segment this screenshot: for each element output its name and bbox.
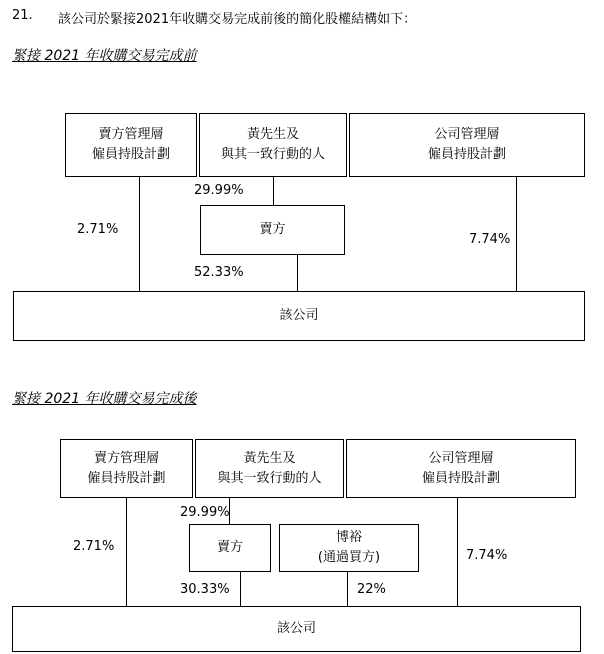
before-line-seller-mgmt [139, 176, 140, 292]
before-line-company-mgmt [516, 176, 517, 292]
after-company-label: 該公司 [276, 621, 316, 636]
after-pct-boyu-company: 22% [357, 582, 386, 597]
before-company-mgmt-line1: 公司管理層 [434, 127, 500, 142]
before-company-box [13, 291, 585, 341]
after-seller-mgmt-line1: 賣方管理層 [93, 450, 159, 466]
before-company-mgmt-plan-box [349, 113, 585, 177]
before-seller-mgmt-line2: 僱員持股計劃 [91, 147, 170, 162]
after-line-seller-mgmt [126, 497, 127, 607]
after-seller-mgmt-plan-box [60, 439, 193, 498]
after-pct-company-mgmt: 7.74% [466, 548, 508, 563]
before-line-seller-company [297, 254, 298, 292]
after-seller-mgmt-line2: 僱員持股計劃 [87, 470, 166, 486]
before-huang-line1: 黃先生及 [246, 127, 299, 142]
after-pct-huang-seller: 29.99% [180, 505, 230, 520]
intro-text: 該公司於緊接2021年收購交易完成前後的簡化股權結構如下： [58, 12, 417, 27]
before-seller-mgmt-plan-box [65, 113, 197, 177]
before-seller-label: 賣方 [259, 222, 286, 237]
after-company-mgmt-line1: 公司管理層 [428, 450, 494, 466]
after-pct-seller-company: 30.33% [180, 582, 230, 597]
before-heading: 緊接 2021 年收購交易完成前 [12, 48, 197, 64]
before-seller-box [200, 205, 345, 255]
after-company-mgmt-plan-box [346, 439, 576, 498]
after-line-seller-company [240, 571, 241, 607]
before-pct-seller-company: 52.33% [194, 265, 244, 280]
after-seller-label: 賣方 [216, 540, 243, 555]
before-pct-seller-mgmt: 2.71% [77, 222, 119, 237]
after-company-box [12, 606, 581, 652]
before-huang-line2: 與其一致行動的人 [220, 147, 325, 162]
before-pct-huang-seller: 29.99% [194, 183, 244, 198]
before-company-mgmt-line2: 僱員持股計劃 [427, 147, 506, 162]
before-line-huang-seller [273, 176, 274, 206]
after-pct-seller-mgmt: 2.71% [73, 539, 115, 554]
after-huang-line2: 與其一致行動的人 [217, 470, 322, 486]
before-company-label: 該公司 [279, 308, 319, 323]
after-line-boyu-company [347, 571, 348, 607]
section-number: 21. [12, 8, 33, 23]
after-huang-line1: 黃先生及 [243, 450, 296, 466]
after-boyu-line1: 博裕 [335, 530, 362, 545]
after-seller-box [189, 524, 271, 572]
before-pct-company-mgmt: 7.74% [469, 232, 511, 247]
after-boyu-line2: (通過買方) [317, 550, 381, 565]
after-heading: 緊接 2021 年收購交易完成後 [12, 391, 197, 407]
before-huang-box [199, 113, 347, 177]
after-huang-box [195, 439, 344, 498]
after-boyu-box [279, 524, 419, 572]
after-line-company-mgmt [457, 497, 458, 607]
before-seller-mgmt-line1: 賣方管理層 [98, 127, 164, 142]
after-company-mgmt-line2: 僱員持股計劃 [421, 470, 500, 486]
